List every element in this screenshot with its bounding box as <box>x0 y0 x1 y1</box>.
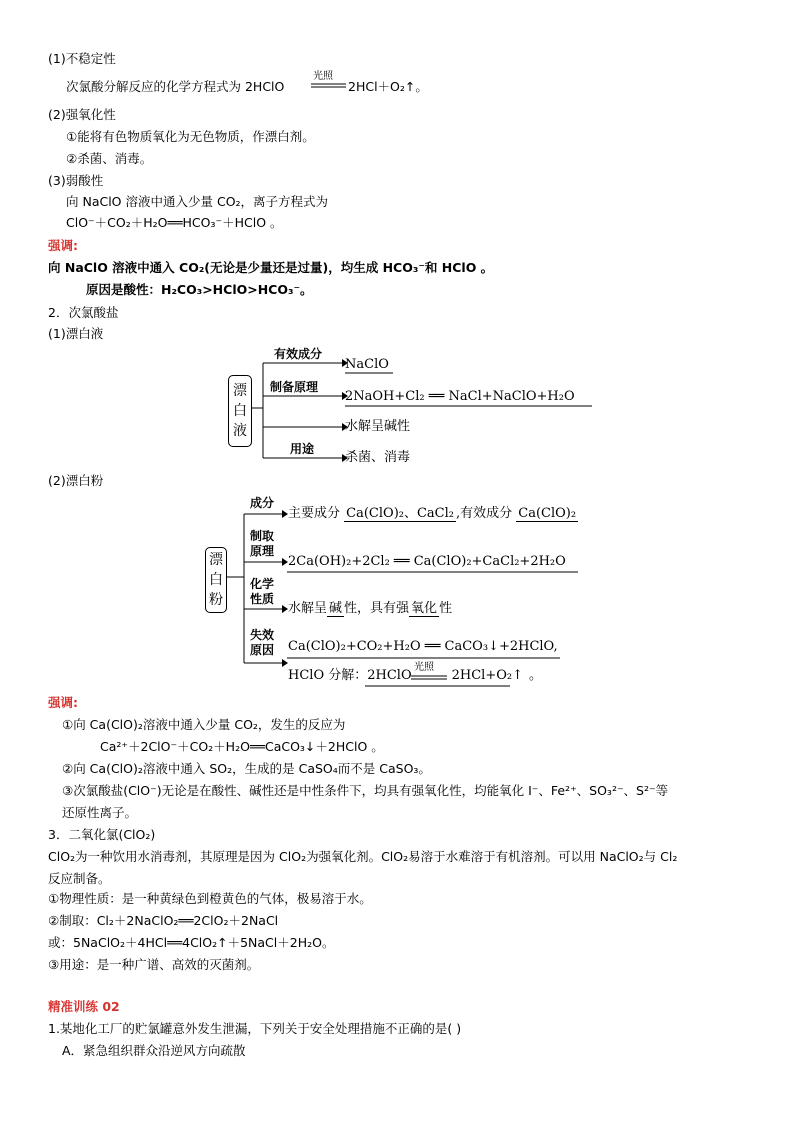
composition-main: Ca(ClO)₂、CaCl₂ <box>346 506 454 521</box>
chlorine-dioxide-preparation-alt: 或：5NaClO₂＋4HCl══4ClO₂↑＋5NaCl＋2H₂O。 <box>48 935 335 950</box>
oxidizing-item-2: ②杀菌、消毒。 <box>66 151 153 166</box>
decomposition-end: 。 <box>528 668 542 683</box>
label-preparation-2: 原理 <box>250 544 275 558</box>
oxidizing-item-1: ①能将有色物质氧化为无色物质，作漂白剂。 <box>66 129 315 144</box>
emphasis2-item-2: ②向 Ca(ClO)₂溶液中通入 SO₂，生成的是 CaSO₄而不是 CaSO₃。 <box>62 761 431 776</box>
chemical-basic: 碱 <box>329 601 343 616</box>
bleach-powder-heading: (2)漂白粉 <box>48 473 104 488</box>
decomposition-equation-text: 次氯酸分解反应的化学方程式为 2HClO <box>66 79 285 94</box>
answer-powder-failure: Ca(ClO)₂+CO₂+H₂O ══ CaCO₃↓+2HClO, <box>288 639 558 654</box>
label-effective-component: 有效成分 <box>274 347 323 361</box>
chlorine-dioxide-paragraph-2: 反应制备。 <box>48 871 111 886</box>
bleach-powder-box <box>205 547 227 613</box>
answer-powder-preparation: 2Ca(OH)₂+2Cl₂ ══ Ca(ClO)₂+CaCl₂+2H₂O <box>288 554 566 569</box>
training-title: 精准训练 02 <box>48 999 120 1014</box>
chemical-mid: 性，具有强 <box>344 601 410 616</box>
label-preparation-principle: 制备原理 <box>270 380 319 394</box>
chemical-oxidizing: 氧化 <box>411 601 438 616</box>
chlorine-dioxide-physical: ①物理性质：是一种黄绿色到橙黄色的气体，极易溶于水。 <box>48 891 372 906</box>
chlorine-dioxide-preparation: ②制取：Cl₂＋2NaClO₂══2ClO₂＋2NaCl <box>48 913 279 928</box>
emphasis2-item-1: ①向 Ca(ClO)₂溶液中通入少量 CO₂，发生的反应为 <box>62 717 346 732</box>
section-hypochlorite-title: 2．次氯酸盐 <box>48 305 119 320</box>
powder-light-condition: 光照 <box>414 662 434 673</box>
decomposition-reactant: 2HClO <box>367 668 412 683</box>
bleach-liquid-char-3: 液 <box>233 423 247 439</box>
chemical-prefix: 水解呈 <box>288 601 328 616</box>
bleach-liquid-box <box>228 375 252 447</box>
emphasis2-item-3: ③次氯酸盐(ClO⁻)无论是在酸性、碱性还是中性条件下，均具有强氧化性，均能氧化 I⁻、Fe²⁺、SO₃²⁻、S²⁻等 <box>62 783 669 798</box>
emphasis-label-2: 强调: <box>48 695 78 710</box>
question-1-option-a[interactable]: A．紧急组织群众沿逆风方向疏散 <box>62 1043 246 1058</box>
answer-use: 杀菌、消毒 <box>345 450 411 465</box>
label-failure-1: 失效 <box>250 628 275 642</box>
light-condition-label: 光照 <box>313 71 333 82</box>
emphasis-line-1: 向 NaClO 溶液中通入 CO₂(无论是少量还是过量)，均生成 HCO₃⁻和 HClO 。 <box>48 260 494 275</box>
label-composition: 成分 <box>250 496 275 510</box>
answer-effective-component: NaClO <box>345 357 389 372</box>
bleach-powder-char-3: 粉 <box>209 592 223 608</box>
answer-preparation-equation: 2NaOH+Cl₂ ══ NaCl+NaClO+H₂O <box>345 389 575 404</box>
question-1: 1.某地化工厂的贮氯罐意外发生泄漏，下列关于安全处理措施不正确的是( ) <box>48 1021 462 1036</box>
answer-powder-composition <box>288 505 578 523</box>
answer-hydrolysis: 水解呈碱性 <box>345 419 411 434</box>
composition-mid: ,有效成分 <box>455 506 513 521</box>
label-use: 用途 <box>290 442 315 456</box>
label-chemical-1: 化学 <box>250 577 275 591</box>
bleach-liquid-char-1: 漂 <box>233 383 247 399</box>
label-failure-2: 原因 <box>250 643 275 657</box>
heading-strong-oxidizing: (2)强氧化性 <box>48 107 116 122</box>
bleach-liquid-char-2: 白 <box>233 403 247 419</box>
composition-effective: Ca(ClO)₂ <box>518 506 577 521</box>
label-chemical-2: 性质 <box>250 592 275 606</box>
decomposition-equation-products: 2HCl＋O₂↑。 <box>348 79 428 94</box>
emphasis-line-2: 原因是酸性：H₂CO₃>HClO>HCO₃⁻。 <box>86 282 313 297</box>
bleach-powder-char-1: 漂 <box>209 552 223 568</box>
heading-instability: (1)不稳定性 <box>48 51 116 66</box>
emphasis2-item-3-cont: 还原性离子。 <box>62 805 138 820</box>
chlorine-dioxide-paragraph-1: ClO₂为一种饮用水消毒剂，其原理是因为 ClO₂为强氧化剂。ClO₂易溶于水难溶于有机溶剂。可以用 NaClO₂与 Cl₂ <box>48 849 678 864</box>
decomposition-products: 2HCl+O₂↑ <box>451 668 523 683</box>
section-chlorine-dioxide-title: 3．二氧化氯(ClO₂) <box>48 827 156 842</box>
composition-prefix: 主要成分 <box>288 506 341 521</box>
emphasis2-equation: Ca²⁺＋2ClO⁻＋CO₂＋H₂O══CaCO₃↓＋2HClO 。 <box>100 739 384 754</box>
label-preparation-1: 制取 <box>250 529 275 543</box>
chemical-suffix: 性 <box>439 601 453 616</box>
weak-acid-equation: ClO⁻＋CO₂＋H₂O══HCO₃⁻＋HClO 。 <box>66 215 283 230</box>
weak-acid-text: 向 NaClO 溶液中通入少量 CO₂，离子方程式为 <box>66 194 329 209</box>
bleach-liquid-heading: (1)漂白液 <box>48 326 104 341</box>
decomposition-prefix: HClO 分解： <box>288 668 368 683</box>
bleach-powder-char-2: 白 <box>209 572 223 588</box>
answer-powder-chemical <box>288 600 452 618</box>
chlorine-dioxide-use: ③用途：是一种广谱、高效的灭菌剂。 <box>48 957 260 972</box>
heading-weak-acid: (3)弱酸性 <box>48 173 104 188</box>
emphasis-label-1: 强调: <box>48 238 78 253</box>
